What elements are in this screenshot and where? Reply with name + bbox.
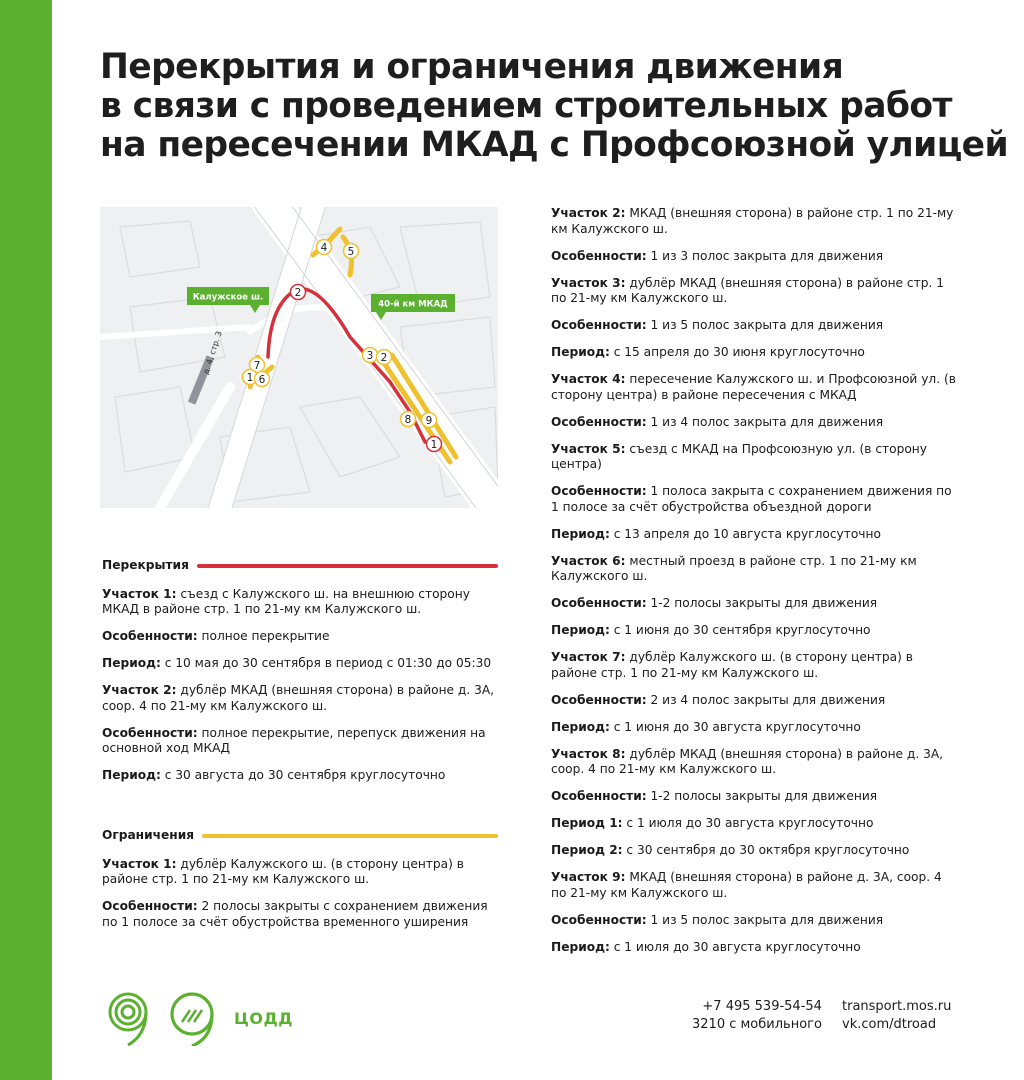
info-key: Особенности: <box>551 789 647 803</box>
info-key: Особенности: <box>551 596 647 610</box>
title-line-2: в связи с проведением строительных работ <box>100 86 952 126</box>
info-paragraph <box>551 720 961 736</box>
marker-1-red <box>427 437 442 452</box>
info-key: Период: <box>551 939 610 954</box>
svg-text:3: 3 <box>366 350 374 362</box>
info-paragraph <box>551 870 961 901</box>
marker-2-red <box>291 285 306 300</box>
info-key: Участок 7: <box>551 650 626 664</box>
legend-closures-label: Перекрытия <box>102 558 189 572</box>
info-key: Период: <box>551 345 610 359</box>
vk-link[interactable]: vk.com/dtroad <box>842 1016 937 1032</box>
mobile-short-number: 3210 с мобильного <box>692 1016 822 1032</box>
info-value: 1 полоса закрыта с сохранением движения по 1 полосе за счёт обустройства объездной дороги <box>551 484 952 514</box>
contact-phones <box>692 998 822 1033</box>
info-paragraph <box>551 693 961 709</box>
restriction-1-section-key: Участок 1: <box>102 856 177 871</box>
info-value: 1-2 полосы закрыты для движения <box>646 596 878 610</box>
info-paragraph <box>551 789 961 805</box>
legend-closures <box>102 558 502 574</box>
info-value: с 13 апреля до 10 августа круглосуточно <box>609 526 881 541</box>
closure-1-period-value: с 10 мая до 30 сентября в период с 01:30 до 05:30 <box>160 656 492 670</box>
website-link[interactable]: transport.mos.ru <box>842 999 952 1014</box>
info-value: местный проезд в районе стр. 1 по 21-му км Калужского ш. <box>551 553 917 583</box>
info-key: Особенности: <box>551 248 647 263</box>
info-key: Период: <box>551 719 610 734</box>
marker-4 <box>317 240 332 255</box>
svg-text:1: 1 <box>246 372 254 384</box>
marker-6 <box>255 372 270 387</box>
svg-text:7: 7 <box>253 360 261 372</box>
restriction-1-features-value: 2 полосы закрыты с сохранением движения по 1 полосе за счёт обустройства временного уширения <box>102 899 488 929</box>
map-canvas <box>100 207 498 508</box>
marker-2-yellow <box>377 350 392 365</box>
info-paragraph <box>551 623 961 639</box>
closure-2-features <box>102 726 502 757</box>
closure-1-period-key: Период: <box>102 656 161 670</box>
closure-2-features-value: полное перекрытие, перепуск движения на основной ход МКАД <box>102 725 486 755</box>
restriction-1-section-value: дублёр Калужского ш. (в сторону центра) в районе стр. 1 по 21-му км Калужского ш. <box>102 856 464 886</box>
info-value: 1 из 5 полос закрыта для движения <box>646 318 884 332</box>
pin-mkad-label: 40-й км МКАД <box>378 299 448 310</box>
closure-1-period <box>102 656 502 672</box>
info-paragraph <box>551 747 961 778</box>
restriction-1-section <box>102 857 502 888</box>
info-value: съезд с МКАД на Профсоюзную ул. (в сторону центра) <box>551 441 927 471</box>
info-paragraph <box>551 345 961 361</box>
info-paragraph <box>551 596 961 612</box>
closure-1-section-value: съезд с Калужского ш. на внешнюю сторону МКАД в районе стр. 1 по 21-му км Калужского ш. <box>102 586 470 616</box>
svg-text:4: 4 <box>320 242 328 254</box>
legend-restrictions <box>102 828 502 844</box>
spacer <box>102 795 502 828</box>
road-map <box>100 207 498 508</box>
closure-2-period-value: с 30 августа до 30 сентября круглосуточно <box>160 768 446 782</box>
legend-restrictions-line <box>202 834 498 838</box>
svg-text:5: 5 <box>347 246 355 258</box>
info-key: Участок 2: <box>551 206 626 220</box>
marker-8 <box>401 412 416 427</box>
info-value: с 1 июня до 30 августа круглосуточно <box>609 719 861 734</box>
left-column <box>102 558 502 942</box>
restriction-1-features-key: Особенности: <box>102 899 198 913</box>
info-key: Период 1: <box>551 816 623 830</box>
marker-3 <box>363 348 378 363</box>
footer-logos <box>100 990 293 1046</box>
closure-1-features <box>102 629 502 645</box>
info-key: Особенности: <box>551 692 647 707</box>
closure-2-period <box>102 768 502 784</box>
info-key: Участок 9: <box>551 870 626 884</box>
info-paragraph <box>551 816 961 832</box>
closure-2-section-value: дублёр МКАД (внешняя сторона) в районе д. 3А, соор. 4 по 21-му км Калужского ш. <box>102 683 495 713</box>
info-key: Период: <box>551 623 610 637</box>
right-column <box>551 206 961 967</box>
info-key: Участок 8: <box>551 746 626 761</box>
closure-1-features-key: Особенности: <box>102 629 198 643</box>
svg-text:2: 2 <box>380 352 388 364</box>
info-paragraph <box>551 372 961 403</box>
info-key: Участок 6: <box>551 553 626 568</box>
info-value: 2 из 4 полос закрыты для движения <box>646 692 886 707</box>
info-value: с 30 сентября до 30 октября круглосуточно <box>622 843 910 857</box>
svg-text:8: 8 <box>404 414 412 426</box>
page-title <box>100 47 1009 165</box>
closure-2-section <box>102 683 502 714</box>
legend-restrictions-label: Ограничения <box>102 828 195 842</box>
moscow-transport-logo-icon <box>100 990 156 1046</box>
info-key: Особенности: <box>551 912 647 927</box>
svg-text:6: 6 <box>258 374 266 386</box>
info-paragraph <box>551 442 961 473</box>
info-value: с 1 июня до 30 сентября круглосуточно <box>609 623 871 637</box>
svg-text:1: 1 <box>430 439 438 451</box>
info-value: с 15 апреля до 30 июня круглосуточно <box>609 345 865 359</box>
info-value: дублёр Калужского ш. (в сторону центра) в районе стр. 1 по 21-му км Калужского ш. <box>551 650 913 680</box>
info-value: 1 из 5 полос закрыта для движения <box>646 912 884 927</box>
legend-closures-line <box>197 564 498 568</box>
info-paragraph <box>551 940 961 956</box>
info-key: Период: <box>551 526 610 541</box>
closure-2-section-key: Участок 2: <box>102 683 177 697</box>
info-key: Особенности: <box>551 414 647 429</box>
info-value: дублёр МКАД (внешняя сторона) в районе стр. 1 по 21-му км Калужского ш. <box>551 275 944 305</box>
info-paragraph <box>551 415 961 431</box>
title-line-1: Перекрытия и ограничения движения <box>100 47 844 87</box>
info-key: Особенности: <box>551 318 647 332</box>
restriction-1-features <box>102 899 502 930</box>
info-value: с 1 июля до 30 августа круглосуточно <box>622 816 874 830</box>
info-value: 1 из 4 полос закрыта для движения <box>646 414 884 429</box>
marker-9 <box>422 413 437 428</box>
svg-text:2: 2 <box>294 287 302 299</box>
phone-number[interactable]: +7 495 539-54-54 <box>702 999 822 1014</box>
info-key: Участок 5: <box>551 441 626 456</box>
title-line-3: на пересечении МКАД с Профсоюзной улицей <box>100 125 1009 165</box>
info-paragraph <box>551 206 961 237</box>
tsodd-logo-icon <box>166 990 222 1046</box>
info-paragraph <box>551 913 961 929</box>
contact-links <box>842 998 951 1033</box>
info-paragraph <box>551 484 961 515</box>
building-label: д. 4, стр. 3 <box>201 329 224 376</box>
info-key: Участок 3: <box>551 275 626 290</box>
info-value: пересечение Калужского ш. и Профсоюзной ул. (в сторону центра) в районе пересечения с МКАД <box>551 372 956 402</box>
info-value: МКАД (внешняя сторона) в районе стр. 1 по 21-му км Калужского ш. <box>551 206 954 236</box>
info-key: Участок 4: <box>551 372 626 386</box>
closure-2-period-key: Период: <box>102 768 161 782</box>
info-paragraph <box>551 843 961 859</box>
pin-kaluzhskoe-label: Калужское ш. <box>192 292 264 303</box>
info-value: дублёр МКАД (внешняя сторона) в районе д. 3А, соор. 4 по 21-му км Калужского ш. <box>551 746 944 776</box>
info-paragraph <box>551 318 961 334</box>
info-value: МКАД (внешняя сторона) в районе д. 3А, соор. 4 по 21-му км Калужского ш. <box>551 870 942 900</box>
svg-text:9: 9 <box>425 415 433 427</box>
info-key: Особенности: <box>551 484 647 498</box>
info-paragraph <box>551 527 961 543</box>
org-name: ЦОДД <box>234 1008 293 1028</box>
info-value: с 1 июля до 30 августа круглосуточно <box>609 939 861 954</box>
info-key: Период 2: <box>551 843 623 857</box>
info-value: 1-2 полосы закрыты для движения <box>646 789 878 803</box>
closure-2-features-key: Особенности: <box>102 725 198 740</box>
info-paragraph <box>551 554 961 585</box>
info-paragraph <box>551 249 961 265</box>
closure-1-section <box>102 587 502 618</box>
left-green-bar <box>0 0 52 1080</box>
closure-1-section-key: Участок 1: <box>102 586 177 601</box>
info-paragraph <box>551 650 961 681</box>
info-value: 1 из 3 полос закрыта для движения <box>646 248 884 263</box>
closure-1-features-value: полное перекрытие <box>197 629 330 643</box>
info-paragraph <box>551 276 961 307</box>
marker-5 <box>344 244 359 259</box>
